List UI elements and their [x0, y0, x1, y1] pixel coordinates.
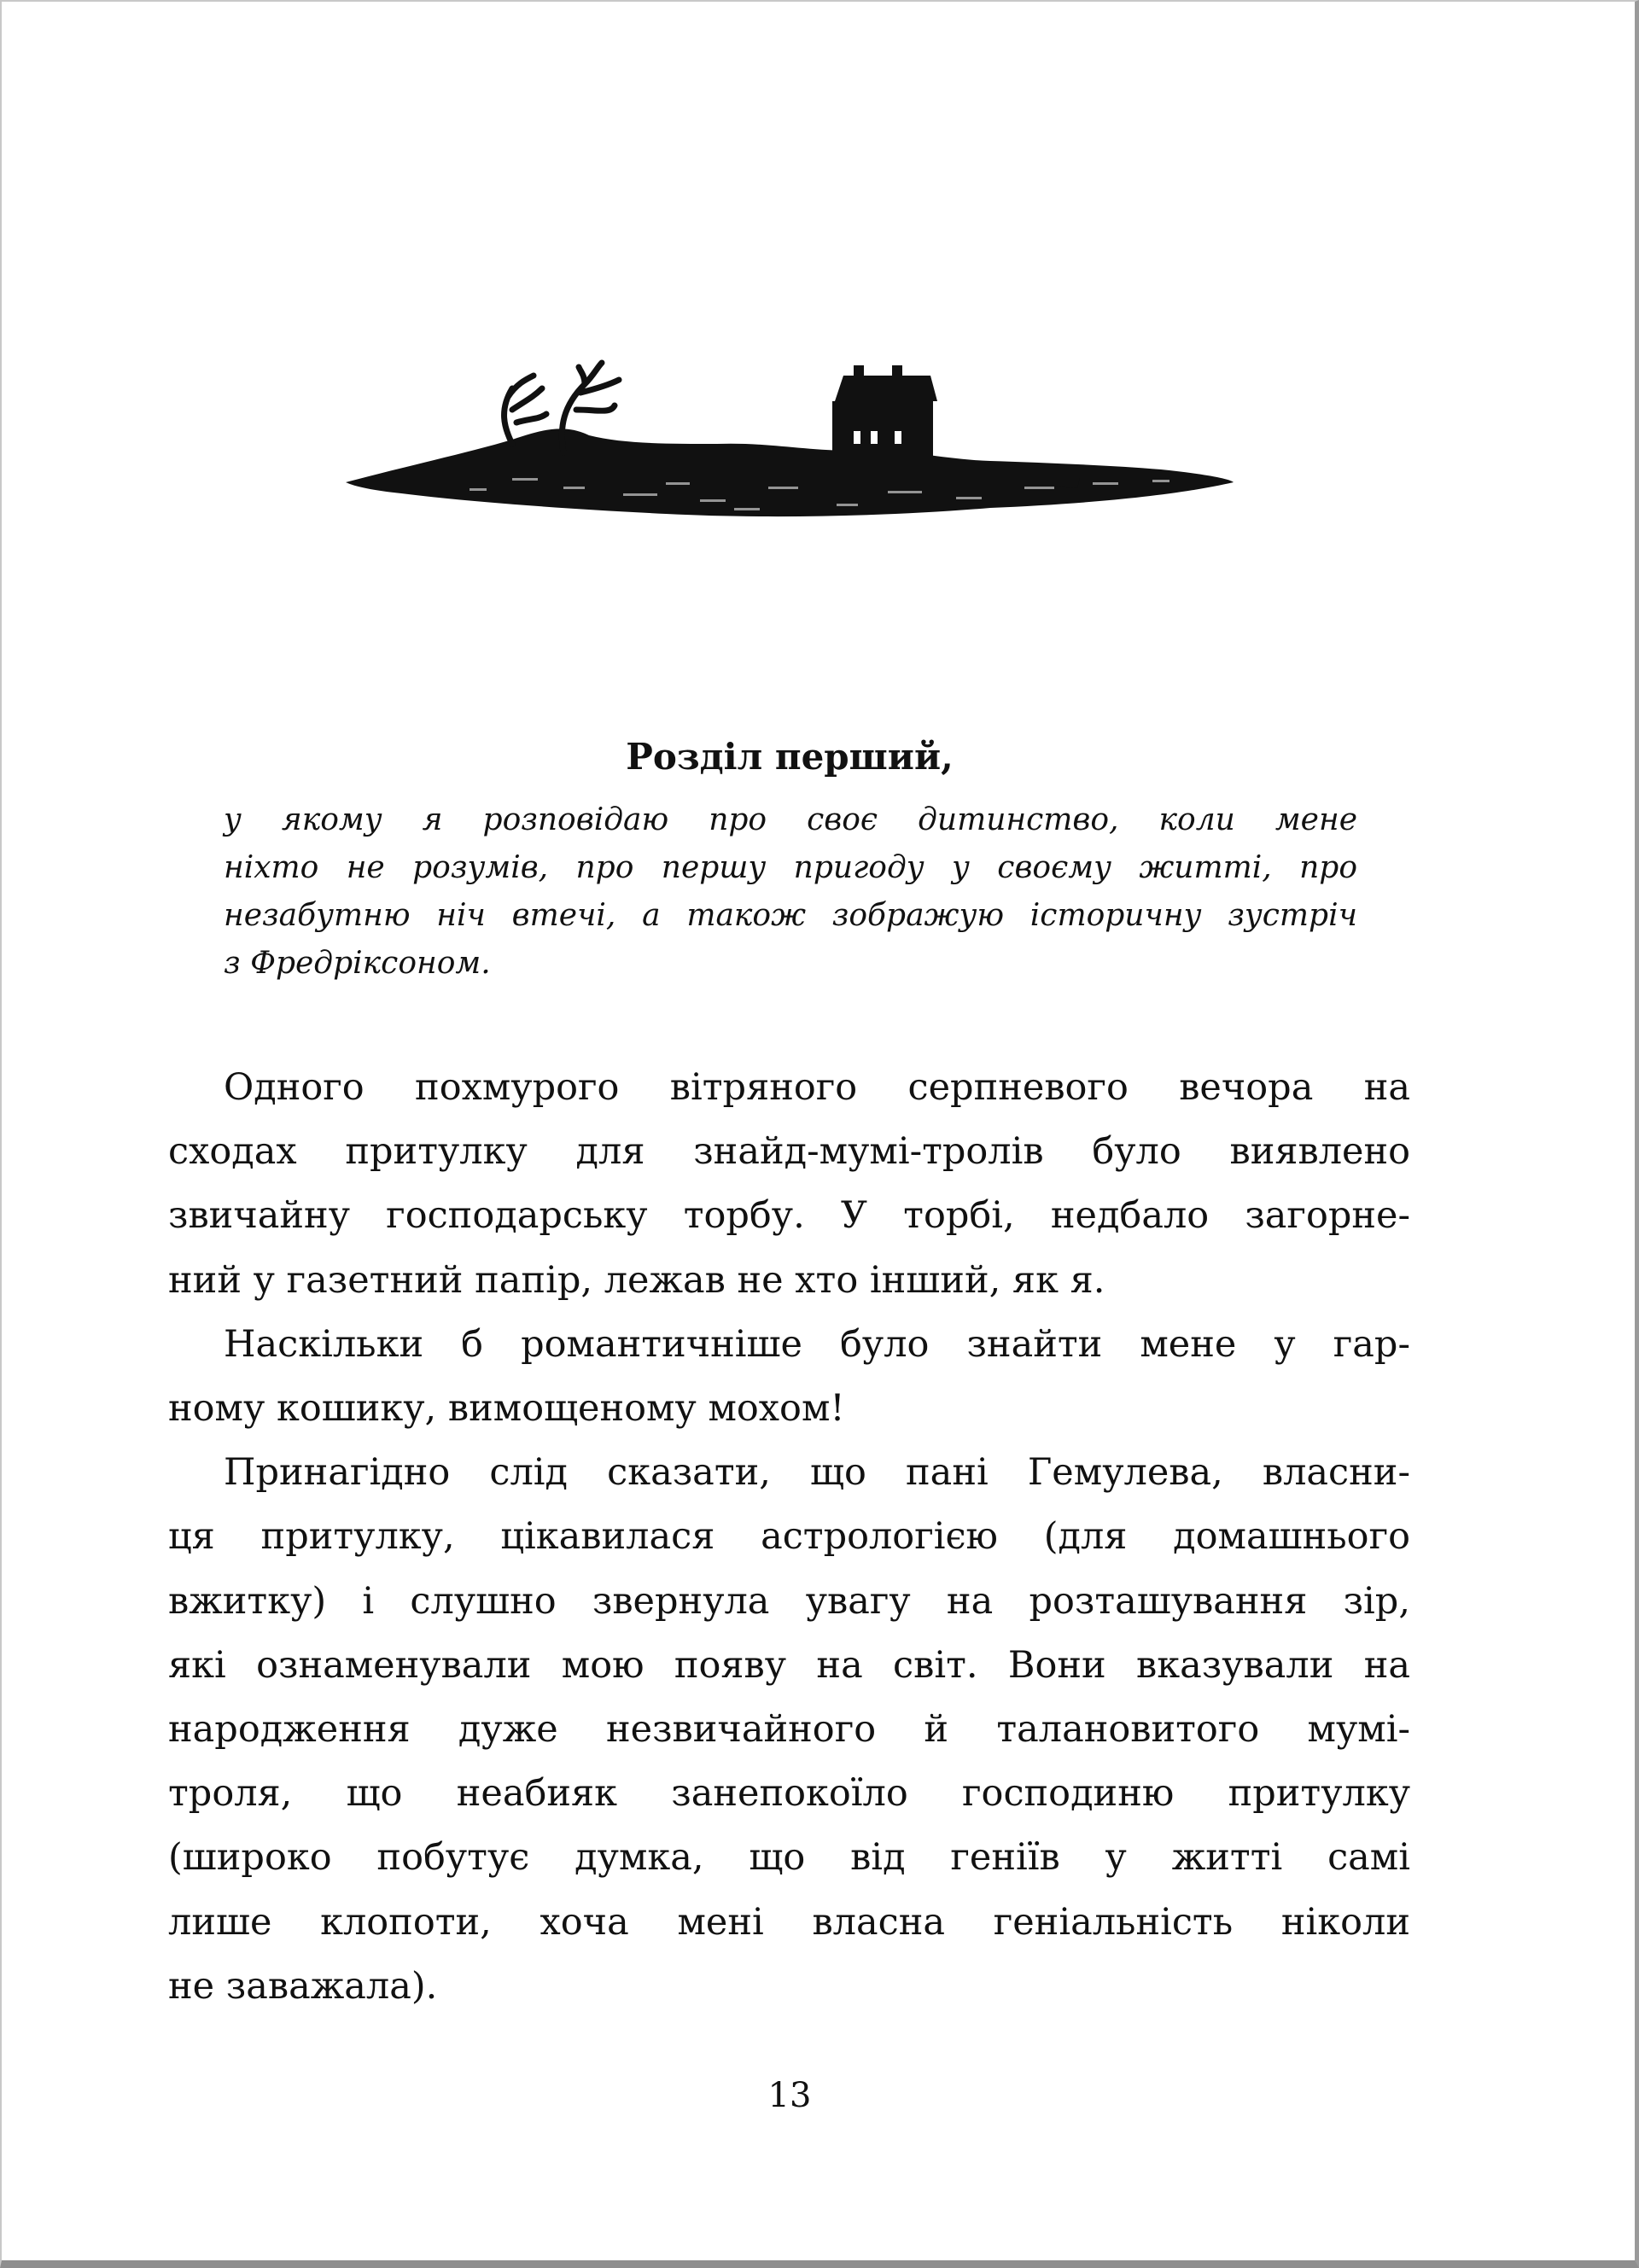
- text-line: сходах притулку для знайд-мумі-тролів було виявлено: [168, 1130, 1410, 1174]
- subtitle-line: у якому я розповідаю про своє дитинство, коли мене: [224, 802, 1357, 837]
- subtitle-line: незабутню ніч втечі, а також зображую історичну зустріч: [224, 898, 1357, 933]
- text-line: Наскільки б романтичніше було знайти мене у гар-: [224, 1322, 1410, 1366]
- text-line: ця притулку, цікавилася астрологією (для домашнього: [168, 1515, 1410, 1559]
- page-number: 13: [767, 2076, 812, 2115]
- house: [832, 365, 937, 482]
- text-line: (широко побутує думка, що від геніїв у житті самі: [168, 1836, 1410, 1880]
- body-text: [168, 1056, 1410, 2019]
- chapter-illustration: [341, 359, 1238, 529]
- subtitle-line: з Фредріксоном.: [224, 946, 491, 981]
- chapter-title: Розділ перший,: [626, 736, 954, 778]
- hill: [346, 429, 1234, 516]
- text-line: лише клопоти, хоча мені власна геніальність ніколи: [168, 1900, 1410, 1944]
- text-line: ний у газетний папір, лежав не хто інший, як я.: [168, 1258, 1105, 1302]
- text-line: Одного похмурого вітряного серпневого вечора на: [224, 1066, 1410, 1109]
- chapter-subtitle: [224, 796, 1357, 988]
- text-line: не заважала).: [168, 1964, 438, 2008]
- text-line: ному кошику, вимощеному мохом!: [168, 1387, 845, 1431]
- text-line: які ознаменували мою появу на світ. Вони вказували на: [168, 1643, 1410, 1687]
- text-line: Принагідно слід сказати, що пані Гемулева, власни-: [224, 1451, 1410, 1495]
- text-line: звичайну господарську торбу. У торбі, недбало загорне-: [168, 1194, 1410, 1238]
- subtitle-line: ніхто не розумів, про першу пригоду у своєму житті, про: [224, 850, 1357, 885]
- text-line: вжитку) і слушно звернула увагу на розташування зір,: [168, 1579, 1410, 1623]
- text-line: народження дуже незвичайного й талановитого мумі-: [168, 1708, 1410, 1752]
- text-line: троля, що неабияк занепокоїло господиню притулку: [168, 1772, 1410, 1816]
